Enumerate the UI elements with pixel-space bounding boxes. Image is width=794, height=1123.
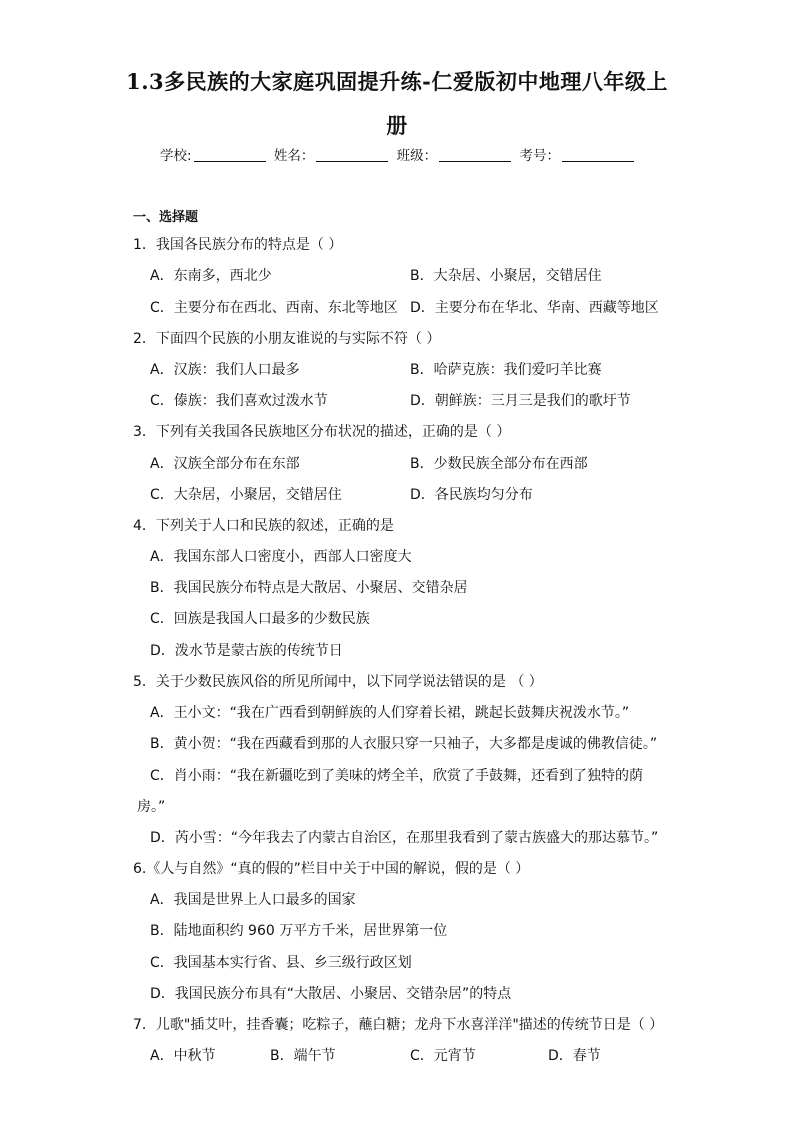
question-3-option-a: A．汉族全部分布在东部: [150, 456, 300, 472]
question-7-option-d: D．春节: [548, 1048, 601, 1064]
name-field: [274, 144, 389, 164]
section-heading: 一、选择题: [133, 210, 199, 225]
class-blank[interactable]: [439, 149, 511, 162]
question-5-option-b: B．黄小贺：“我在西藏看到那的人衣服只穿一只袖子，大多都是虔诚的佛教信徒。”: [150, 736, 658, 752]
question-7-option-c: C．元宵节: [410, 1048, 476, 1064]
class-label: 班级：: [396, 148, 438, 164]
question-4-stem: 4．下列关于人口和民族的叙述，正确的是: [133, 518, 394, 534]
exam-number-label: 考号：: [519, 148, 560, 164]
question-2-stem: 2．下面四个民族的小朋友谁说的与实际不符（ ）: [133, 331, 441, 347]
name-blank[interactable]: [316, 149, 388, 162]
exam-number-field: [519, 144, 634, 164]
question-5-option-a: A．王小文：“我在广西看到朝鲜族的人们穿着长裙，跳起长鼓舞庆祝泼水节。”: [150, 705, 630, 721]
question-6-option-a: A．我国是世界上人口最多的国家: [150, 892, 356, 908]
question-3-option-d: D．各民族均匀分布: [410, 487, 533, 503]
question-2-option-d: D．朝鲜族：三月三是我们的歌圩节: [410, 393, 631, 409]
question-2-option-c: C．傣族：我们喜欢过泼水节: [150, 393, 328, 409]
question-5-option-c-continued: 房。”: [137, 799, 166, 815]
school-field: [160, 144, 266, 164]
name-label: 姓名：: [273, 148, 315, 164]
question-4-option-c: C．回族是我国人口最多的少数民族: [150, 611, 370, 627]
page-title: 1.3多民族的大家庭巩固提升练-仁爱版初中地理八年级上: [126, 69, 668, 94]
question-6-option-c: C．我国基本实行省、县、乡三级行政区划: [150, 955, 412, 971]
question-3-option-b: B．少数民族全部分布在西部: [410, 456, 588, 472]
question-6-option-d: D．我国民族分布具有“大散居、小聚居、交错杂居”的特点: [150, 986, 512, 1002]
question-4-option-d: D．泼水节是蒙古族的传统节日: [150, 643, 343, 659]
question-5-option-d: D．芮小雪：“今年我去了内蒙古自治区，在那里我看到了蒙古族盛大的那达慕节。”: [150, 830, 659, 846]
question-1-option-b: B．大杂居、小聚居，交错居住: [410, 268, 602, 284]
question-3-option-c: C．大杂居，小聚居，交错居住: [150, 487, 342, 503]
question-1-stem: 1．我国各民族分布的特点是（ ）: [133, 237, 343, 253]
question-5-stem: 5．关于少数民族风俗的所见所闻中，以下同学说法错误的是 （ ）: [133, 674, 543, 690]
question-4-option-a: A．我国东部人口密度小，西部人口密度大: [150, 549, 412, 565]
question-6-option-b: B．陆地面积约 960 万平方千米，居世界第一位: [150, 923, 448, 939]
school-label: 学校:: [160, 148, 192, 164]
question-7-option-a: A．中秋节: [150, 1048, 216, 1064]
question-1-option-a: A．东南多，西北少: [150, 268, 272, 284]
question-2-option-b: B．哈萨克族：我们爱叼羊比赛: [410, 362, 602, 378]
question-7-stem: 7．儿歌"插艾叶，挂香囊；吃粽子，蘸白糖；龙舟下水喜洋洋"描述的传统节日是（ ）: [133, 1017, 664, 1033]
student-info-row: [0, 144, 794, 164]
question-1-option-c: C．主要分布在西北、西南、东北等地区: [150, 300, 398, 316]
page-title-continued: 册: [386, 113, 408, 138]
question-4-option-b: B．我国民族分布特点是大散居、小聚居、交错杂居: [150, 580, 468, 596]
exam-number-blank[interactable]: [562, 149, 634, 162]
question-6-stem: 6.《人与自然》“真的假的”栏目中关于中国的解说，假的是（ ）: [133, 861, 530, 877]
question-3-stem: 3．下列有关我国各民族地区分布状况的描述，正确的是（ ）: [133, 424, 511, 440]
school-blank[interactable]: [194, 149, 266, 162]
question-1-option-d: D．主要分布在华北、华南、西藏等地区: [410, 300, 659, 316]
class-field: [397, 144, 512, 164]
question-5-option-c: C．肖小雨：“我在新疆吃到了美味的烤全羊，欣赏了手鼓舞，还看到了独特的荫: [150, 768, 644, 784]
question-7-option-b: B．端午节: [270, 1048, 336, 1064]
question-2-option-a: A．汉族：我们人口最多: [150, 362, 300, 378]
